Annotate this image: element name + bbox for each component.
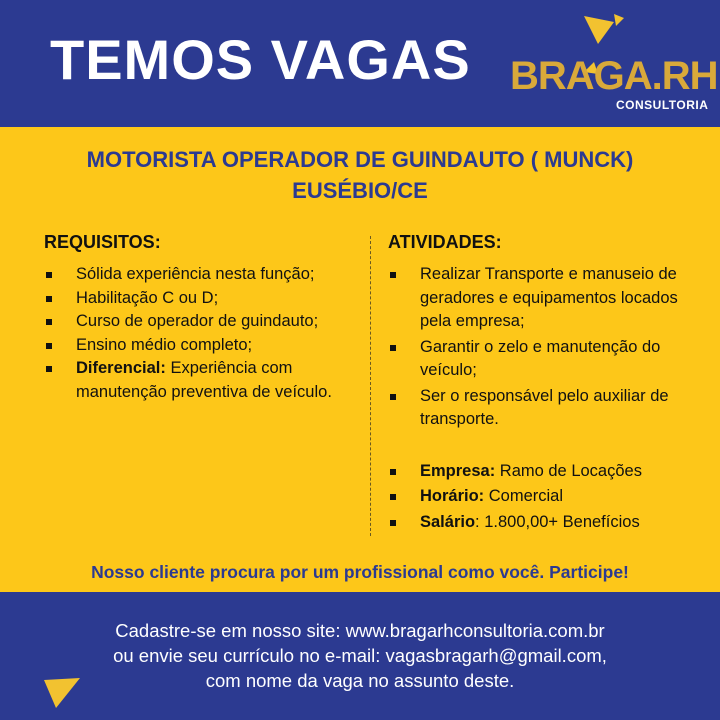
activities-section xyxy=(388,232,688,536)
activities-heading: ATIVIDADES: xyxy=(388,232,502,252)
detail-schedule xyxy=(388,485,688,509)
differential-label: Diferencial: xyxy=(76,359,166,377)
requirements-list xyxy=(44,263,364,404)
triangle-icon xyxy=(42,674,82,710)
detail-label: Salário xyxy=(420,512,476,531)
detail-value: Comercial xyxy=(484,487,564,505)
footer-banner xyxy=(0,592,720,720)
company-logo xyxy=(506,14,718,118)
logo-subtitle: CONSULTORIA xyxy=(616,98,709,112)
footer-text xyxy=(0,618,720,693)
logo-brand-text: BRAGA.RH xyxy=(510,54,718,98)
requirements-section xyxy=(44,232,364,404)
call-to-action: Nosso cliente procura por um profissional como você. Participe! xyxy=(91,562,629,582)
details-list xyxy=(388,460,688,535)
detail-company xyxy=(388,460,688,484)
detail-label: Horário: xyxy=(420,487,485,505)
detail-salary xyxy=(388,511,688,535)
requirement-item: Habilitação C ou D; xyxy=(44,287,364,311)
footer-line-instructions: com nome da vaga no assunto deste. xyxy=(205,670,515,691)
page-title: TEMOS VAGAS xyxy=(50,28,471,91)
detail-value: Ramo de Locações xyxy=(495,461,642,480)
job-title: MOTORISTA OPERADOR DE GUINDAUTO ( MUNCK) xyxy=(86,147,634,172)
activity-item: Garantir o zelo e manutenção do veículo; xyxy=(388,336,688,383)
spacer xyxy=(388,434,688,460)
differential-text: Experiência com manutenção preventiva de veículo. xyxy=(76,359,332,401)
activity-item: Realizar Transporte e manuseio de geradores e equipamentos locados pela empresa; xyxy=(388,263,688,334)
footer-line-website: Cadastre-se em nosso site: www.bragarhconsultoria.com.br xyxy=(115,620,605,641)
footer-line-email: ou envie seu currículo no e-mail: vagasbragarh@gmail.com, xyxy=(113,645,607,666)
requirement-item: Ensino médio completo; xyxy=(44,334,364,358)
detail-label: Empresa: xyxy=(420,461,496,480)
activities-list xyxy=(388,263,688,432)
detail-value: : 1.800,00+ Benefícios xyxy=(475,512,640,531)
header-banner xyxy=(0,0,720,127)
requirement-item: Sólida experiência nesta função; xyxy=(44,263,364,287)
requirement-differential xyxy=(44,357,364,404)
requirement-item: Curso de operador de guindauto; xyxy=(44,310,364,334)
activity-item: Ser o responsável pelo auxiliar de transporte. xyxy=(388,385,688,432)
column-divider xyxy=(370,236,371,536)
job-heading xyxy=(0,144,720,206)
requirements-heading: REQUISITOS: xyxy=(44,232,161,252)
job-location: EUSÉBIO/CE xyxy=(292,178,428,203)
